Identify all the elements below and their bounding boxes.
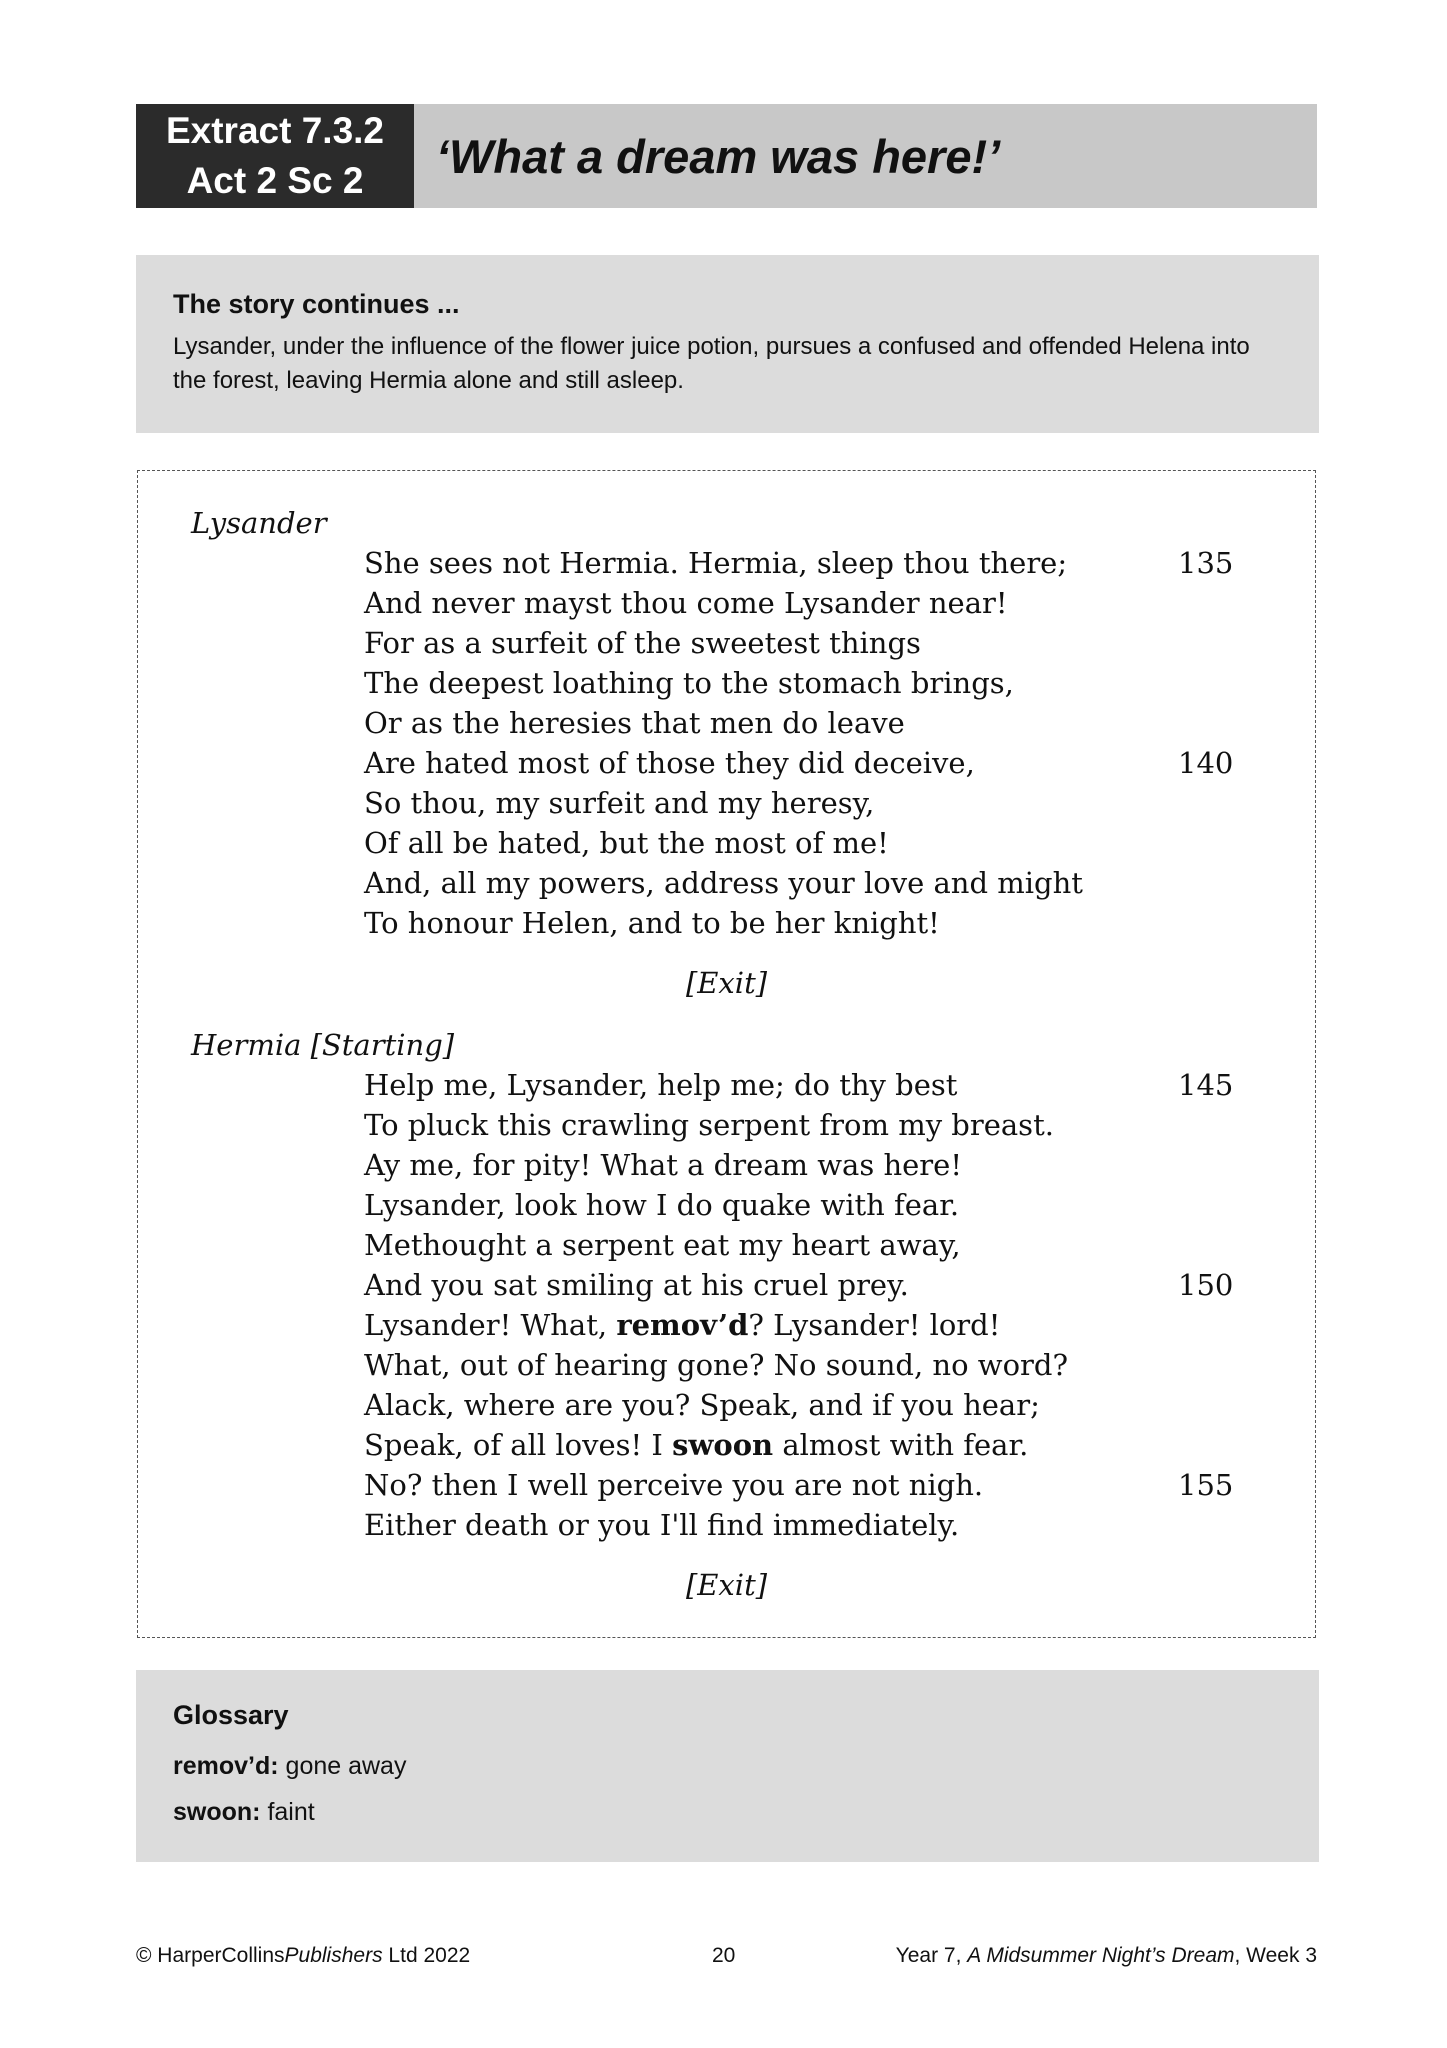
verse-line: Of all be hated, but the most of me!	[364, 826, 889, 860]
footer-text: A Midsummer Night’s Dream	[967, 1944, 1235, 1967]
verse-line: And, all my powers, address your love and might	[364, 866, 1083, 900]
script-extract	[137, 470, 1316, 1638]
page-header	[136, 104, 1317, 208]
line-number: 140	[1178, 746, 1234, 780]
verse-line: Alack, where are you? Speak, and if you hear;	[364, 1388, 1040, 1422]
stage-direction-exit: [Exit]	[685, 966, 768, 1000]
verse-line: For as a surfeit of the sweetest things	[364, 626, 921, 660]
story-heading: The story continues ...	[173, 289, 460, 319]
verse-text: ? Lysander! lord!	[748, 1308, 1001, 1342]
verse-line: No? then I well perceive you are not nigh.	[364, 1468, 984, 1502]
verse-line: So thou, my surfeit and my heresy,	[364, 786, 875, 820]
verse-line: And never mayst thou come Lysander near!	[364, 586, 1008, 620]
verse-line: Or as the heresies that men do leave	[364, 706, 905, 740]
glossary-panel	[136, 1670, 1319, 1862]
speaker-lysander: Lysander	[191, 506, 327, 540]
glossary-word-swoon: swoon	[672, 1428, 774, 1462]
verse-line: To honour Helen, and to be her knight!	[364, 906, 940, 940]
verse-text: almost with fear.	[773, 1428, 1029, 1462]
act-scene: Act 2 Sc 2	[186, 160, 364, 201]
glossary-term: remov’d:	[173, 1752, 279, 1780]
glossary-entry	[173, 1789, 1282, 1835]
glossary-word-removd: remov’d	[616, 1308, 749, 1342]
verse-line: Either death or you I'll find immediately.	[364, 1508, 960, 1542]
verse-line: She sees not Hermia. Hermia, sleep thou there;	[364, 546, 1068, 580]
verse-line-swoon	[364, 1428, 1028, 1462]
line-number: 155	[1178, 1468, 1234, 1502]
verse-line: To pluck this crawling serpent from my breast.	[364, 1108, 1054, 1142]
line-number: 145	[1178, 1068, 1234, 1102]
verse-line-removd	[364, 1308, 1000, 1342]
verse-line: Ay me, for pity! What a dream was here!	[364, 1148, 962, 1182]
footer-text: © HarperCollins	[136, 1944, 285, 1967]
glossary-term: swoon:	[173, 1798, 261, 1826]
verse-text: Speak, of all loves! I	[364, 1428, 673, 1462]
verse-line: And you sat smiling at his cruel prey.	[364, 1268, 909, 1302]
page-title: ‘What a dream was here!’	[436, 129, 1001, 183]
stage-direction-exit: [Exit]	[685, 1568, 768, 1602]
verse-line: Lysander, look how I do quake with fear.	[364, 1188, 960, 1222]
speaker-hermia: Hermia [Starting]	[191, 1028, 455, 1062]
page-number: 20	[712, 1944, 736, 1967]
footer-course	[896, 1944, 1317, 1968]
line-number: 135	[1178, 546, 1234, 580]
verse-line: Are hated most of those they did deceive,	[364, 746, 975, 780]
title-banner	[414, 104, 1317, 208]
story-panel	[136, 255, 1319, 433]
verse-line: Help me, Lysander, help me; do thy best	[364, 1068, 958, 1102]
verse-line: The deepest loathing to the stomach brings,	[364, 666, 1014, 700]
line-number: 150	[1178, 1268, 1234, 1302]
verse-line: Methought a serpent eat my heart away,	[364, 1228, 961, 1262]
footer-text: Year 7,	[895, 1944, 968, 1967]
story-text: Lysander, under the influence of the flower juice potion, pursues a confused and offended Helena into the forest, leaving Hermia alone and still asleep.	[173, 333, 1250, 394]
footer-text: , Week 3	[1234, 1944, 1317, 1967]
glossary-entry	[173, 1743, 1282, 1789]
footer-text: Publishers	[284, 1944, 383, 1967]
footer-text: Ltd 2022	[382, 1944, 471, 1967]
glossary-heading: Glossary	[173, 1700, 289, 1730]
extract-badge	[136, 104, 414, 208]
verse-text: Lysander! What,	[364, 1308, 617, 1342]
glossary-definition: gone away	[278, 1752, 407, 1780]
extract-number: Extract 7.3.2	[165, 110, 385, 151]
verse-line: What, out of hearing gone? No sound, no word?	[364, 1348, 1069, 1382]
glossary-definition: faint	[260, 1798, 315, 1826]
footer-copyright	[136, 1944, 470, 1968]
